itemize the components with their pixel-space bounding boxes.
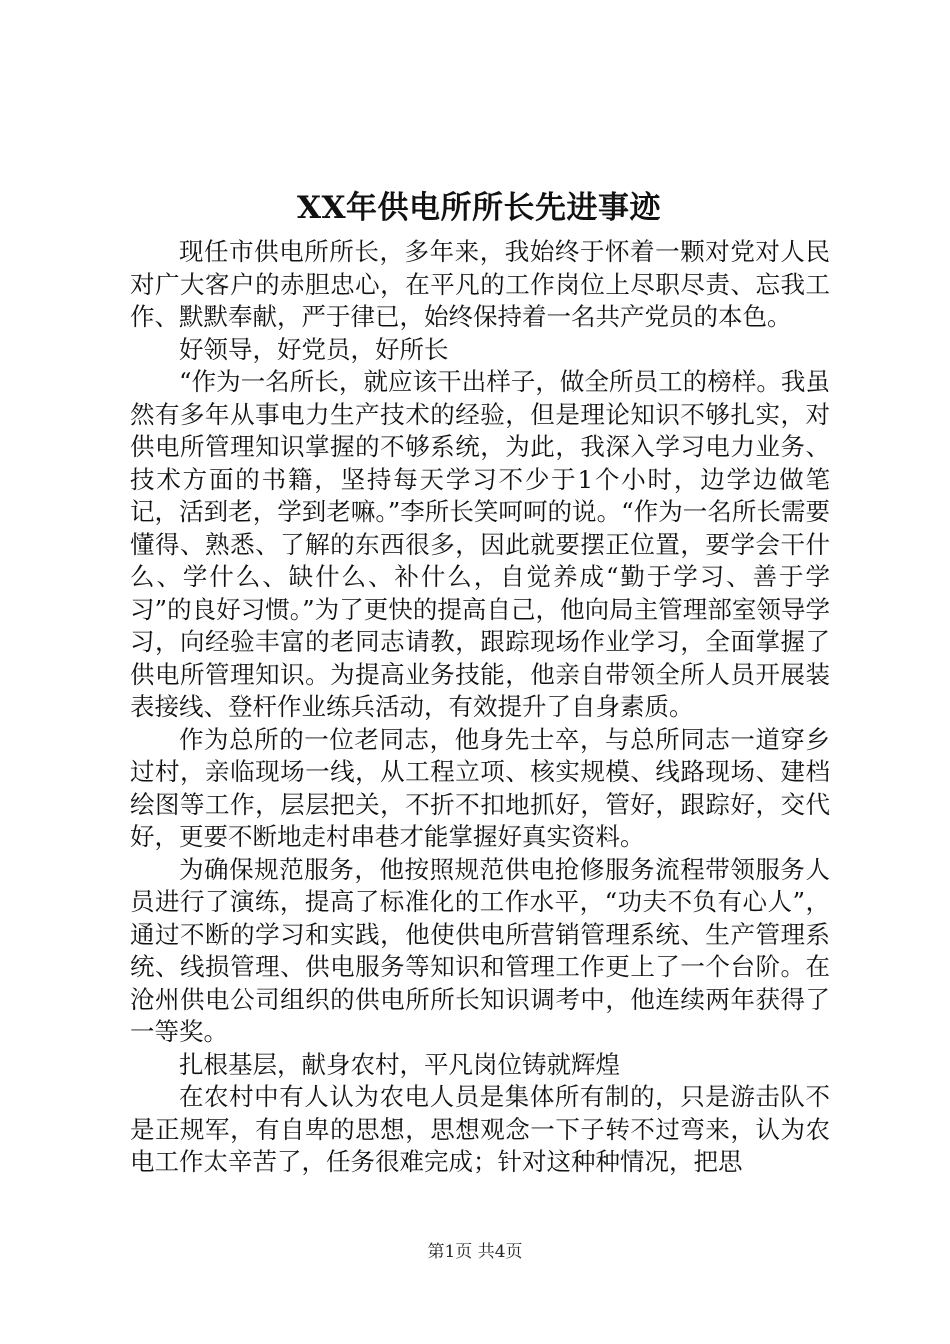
paragraph-veteran: 作为总所的一位老同志，他身先士卒，与总所同志一道穿乡过村，亲临现场一线，从工程立项、核实规模、线路现场、建档绘图等工作，层层把关，不折不扣地抓好，管好，跟踪好，交代好，更要不断地走村串巷才能掌握好真实资料。 [130,724,830,851]
section-heading: 扎根基层，献身农村，平凡岗位铸就辉煌 [179,1049,620,1079]
document-title: XX年供电所所长先进事迹 [296,190,662,226]
paragraph-service: 为确保规范服务，他按照规范供电抢修服务流程带领服务人员进行了演练，提高了标准化的工作水平，“功夫不负有心人”，通过不断的学习和实践，他使供电所营销管理系统、生产管理系统、线损管理、供电服务等知识和管理工作更上了一个台阶。在沧州供电公司组织的供电所所长知识调考中，他连续两年获得了一等奖。 [130,854,830,1046]
paragraph-rural: 在农村中有人认为农电人员是集体所有制的，只是游击队不是正规军，有自卑的思想，思想观念一下子转不过弯来，认为农电工作太辛苦了，任务很难完成；针对这种种情况，把思 [130,1082,830,1176]
paragraph-intro: 现任市供电所所长，多年来，我始终于怀着一颗对党对人民对广大客户的赤胆忠心，在平凡的工作岗位上尽职尽责、忘我工作、默默奉献，严于律已，始终保持着一名共产党员的本色。 [130,237,830,331]
paragraph-study: “作为一名所长，就应该干出样子，做全所员工的榜样。我虽然有多年从事电力生产技术的经验，但是理论知识不够扎实，对供电所管理知识掌握的不够系统，为此，我深入学习电力业务、技术方面的书籍，坚持每天学习不少于1个小时，边学边做笔记，活到老，学到老嘛。”李所长笑呵呵的说。“作为一名所长需要懂得、熟悉、了解的东西很多，因此就要摆正位置，要学会干什么、学什么、缺什么、补什么，自觉养成“勤于学习、善于学习”的良好习惯。”为了更快的提高自己，他向局主管理部室领导学习，向经验丰富的老同志请教，跟踪现场作业学习，全面掌握了供电所管理知识。为提高业务技能，他亲自带领全所人员开展装表接线、登杆作业练兵活动，有效提升了自身素质。 [130,367,830,721]
section-heading: 好领导，好党员，好所长 [179,334,449,364]
page-footer: 第1页 共4页 [427,1242,523,1262]
document-body [130,236,830,1179]
